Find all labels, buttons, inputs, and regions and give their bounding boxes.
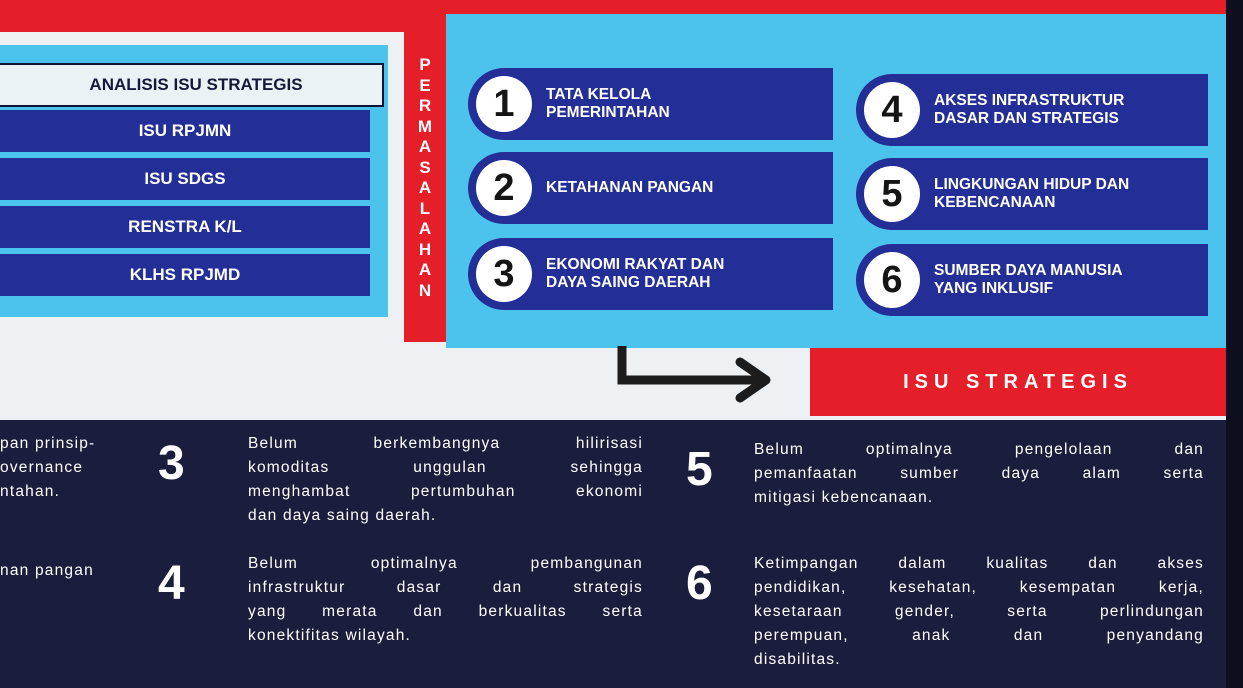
issue-label [546, 86, 670, 122]
analysis-item-isu-sdgs [0, 158, 370, 200]
issue-number-badge: 3 [476, 246, 532, 302]
strategic-item-4-text [248, 552, 643, 648]
text-line: disabilitas. [754, 651, 841, 668]
text-line: pendidikan, kesehatan, kesempatan kerja, [754, 579, 1204, 596]
analysis-item-label: ISU RPJMN [138, 121, 232, 140]
issue-label-line1: SUMBER DAYA MANUSIA [934, 262, 1123, 279]
issue-number-badge: 1 [476, 76, 532, 132]
strategic-item-2-text [0, 559, 140, 583]
text-line: overnance [0, 459, 84, 476]
issue-label-line2: DAYA SAING DAERAH [546, 274, 711, 291]
text-line: Belum optimalnya pengelolaan dan [754, 441, 1204, 458]
isu-strategis-banner [810, 348, 1226, 416]
issue-card-3 [468, 238, 833, 310]
vertical-letter: A [418, 260, 432, 279]
text-line: dan daya saing daerah. [248, 507, 437, 524]
issue-label [546, 179, 713, 197]
vertical-letter: L [419, 198, 431, 218]
strategic-issues-panel [0, 420, 1226, 688]
issue-label-line2: PEMERINTAHAN [546, 104, 670, 121]
strategic-item-6-text [754, 552, 1204, 672]
issue-number-badge: 4 [864, 82, 920, 138]
text-line: komoditas unggulan sehingga [248, 459, 643, 476]
analysis-header-label: ANALISIS ISU STRATEGIS [89, 75, 303, 94]
issue-number-badge: 5 [864, 166, 920, 222]
strategic-item-3-text [248, 432, 643, 528]
analysis-item-label: ISU SDGS [144, 169, 226, 188]
text-line: perempuan, anak dan penyandang [754, 627, 1204, 644]
issue-number-badge: 6 [864, 252, 920, 308]
analysis-item-isu-rpjmn [0, 110, 370, 152]
analysis-header [0, 63, 384, 107]
issue-label [934, 176, 1129, 212]
issue-number-badge: 2 [476, 160, 532, 216]
vertical-letter: E [419, 75, 431, 95]
strategic-number-6: 6 [686, 557, 713, 610]
issues-panel [446, 14, 1226, 348]
issue-label-line2: DASAR DAN STRATEGIS [934, 110, 1119, 127]
text-line: mitigasi kebencanaan. [754, 489, 934, 506]
strategic-item-5-text [754, 438, 1204, 510]
issue-label [934, 92, 1124, 128]
vertical-letter: N [418, 280, 432, 300]
strategic-number-4: 4 [158, 557, 185, 610]
vertical-letter: A [418, 137, 432, 156]
text-line: Belum berkembangnya hilirisasi [248, 435, 643, 452]
text-line: kesetaraan gender, serta perlindungan [754, 603, 1204, 620]
issue-label-line1: EKONOMI RAKYAT DAN [546, 256, 725, 273]
vertical-letter: R [418, 96, 432, 115]
text-line: ntahan. [0, 483, 61, 500]
analysis-item-label: RENSTRA K/L [128, 217, 242, 236]
issue-card-4 [856, 74, 1208, 146]
issue-label-line1: TATA KELOLA [546, 86, 652, 103]
text-line: Ketimpangan dalam kualitas dan akses [754, 555, 1204, 572]
isu-strategis-label: ISU STRATEGIS [903, 370, 1133, 393]
text-line: konektifitas wilayah. [248, 627, 412, 644]
strategic-item-1-text [0, 432, 130, 504]
vertical-letter: H [418, 239, 432, 259]
issue-label [934, 262, 1123, 298]
permasalahan-vertical-label [404, 14, 446, 342]
analysis-item-klhs [0, 254, 370, 296]
issue-card-6 [856, 244, 1208, 316]
screen-right-edge [1226, 0, 1243, 688]
vertical-letter: S [419, 157, 431, 177]
issue-label-line1: AKSES INFRASTRUKTUR [934, 92, 1125, 109]
strategic-number-5: 5 [686, 443, 713, 496]
analysis-item-renstra [0, 206, 370, 248]
vertical-letter: P [419, 55, 431, 74]
text-line: infrastruktur dasar dan strategis [248, 579, 643, 596]
text-line: nan pangan [0, 562, 94, 579]
text-line: Belum optimalnya pembangunan [248, 555, 643, 572]
text-line: menghambat pertumbuhan ekonomi [248, 483, 643, 500]
text-line: yang merata dan berkualitas serta [248, 603, 643, 620]
right-angle-arrow-icon [612, 344, 782, 410]
vertical-letter: M [417, 116, 433, 136]
text-line: pan prinsip- [0, 435, 96, 452]
text-line: pemanfaatan sumber daya alam serta [754, 465, 1204, 482]
issue-label-line2: YANG INKLUSIF [934, 280, 1054, 297]
issue-label-line1: KETAHANAN PANGAN [546, 179, 714, 196]
strategic-number-3: 3 [158, 437, 185, 490]
vertical-letter: A [418, 219, 432, 238]
issue-card-1 [468, 68, 833, 140]
issue-label [546, 256, 724, 292]
analysis-item-label: KLHS RPJMD [129, 265, 241, 284]
issue-label-line1: LINGKUNGAN HIDUP DAN [934, 176, 1130, 193]
vertical-letter: A [418, 178, 432, 197]
issue-label-line2: KEBENCANAAN [934, 194, 1056, 211]
issue-card-2 [468, 152, 833, 224]
issue-card-5 [856, 158, 1208, 230]
